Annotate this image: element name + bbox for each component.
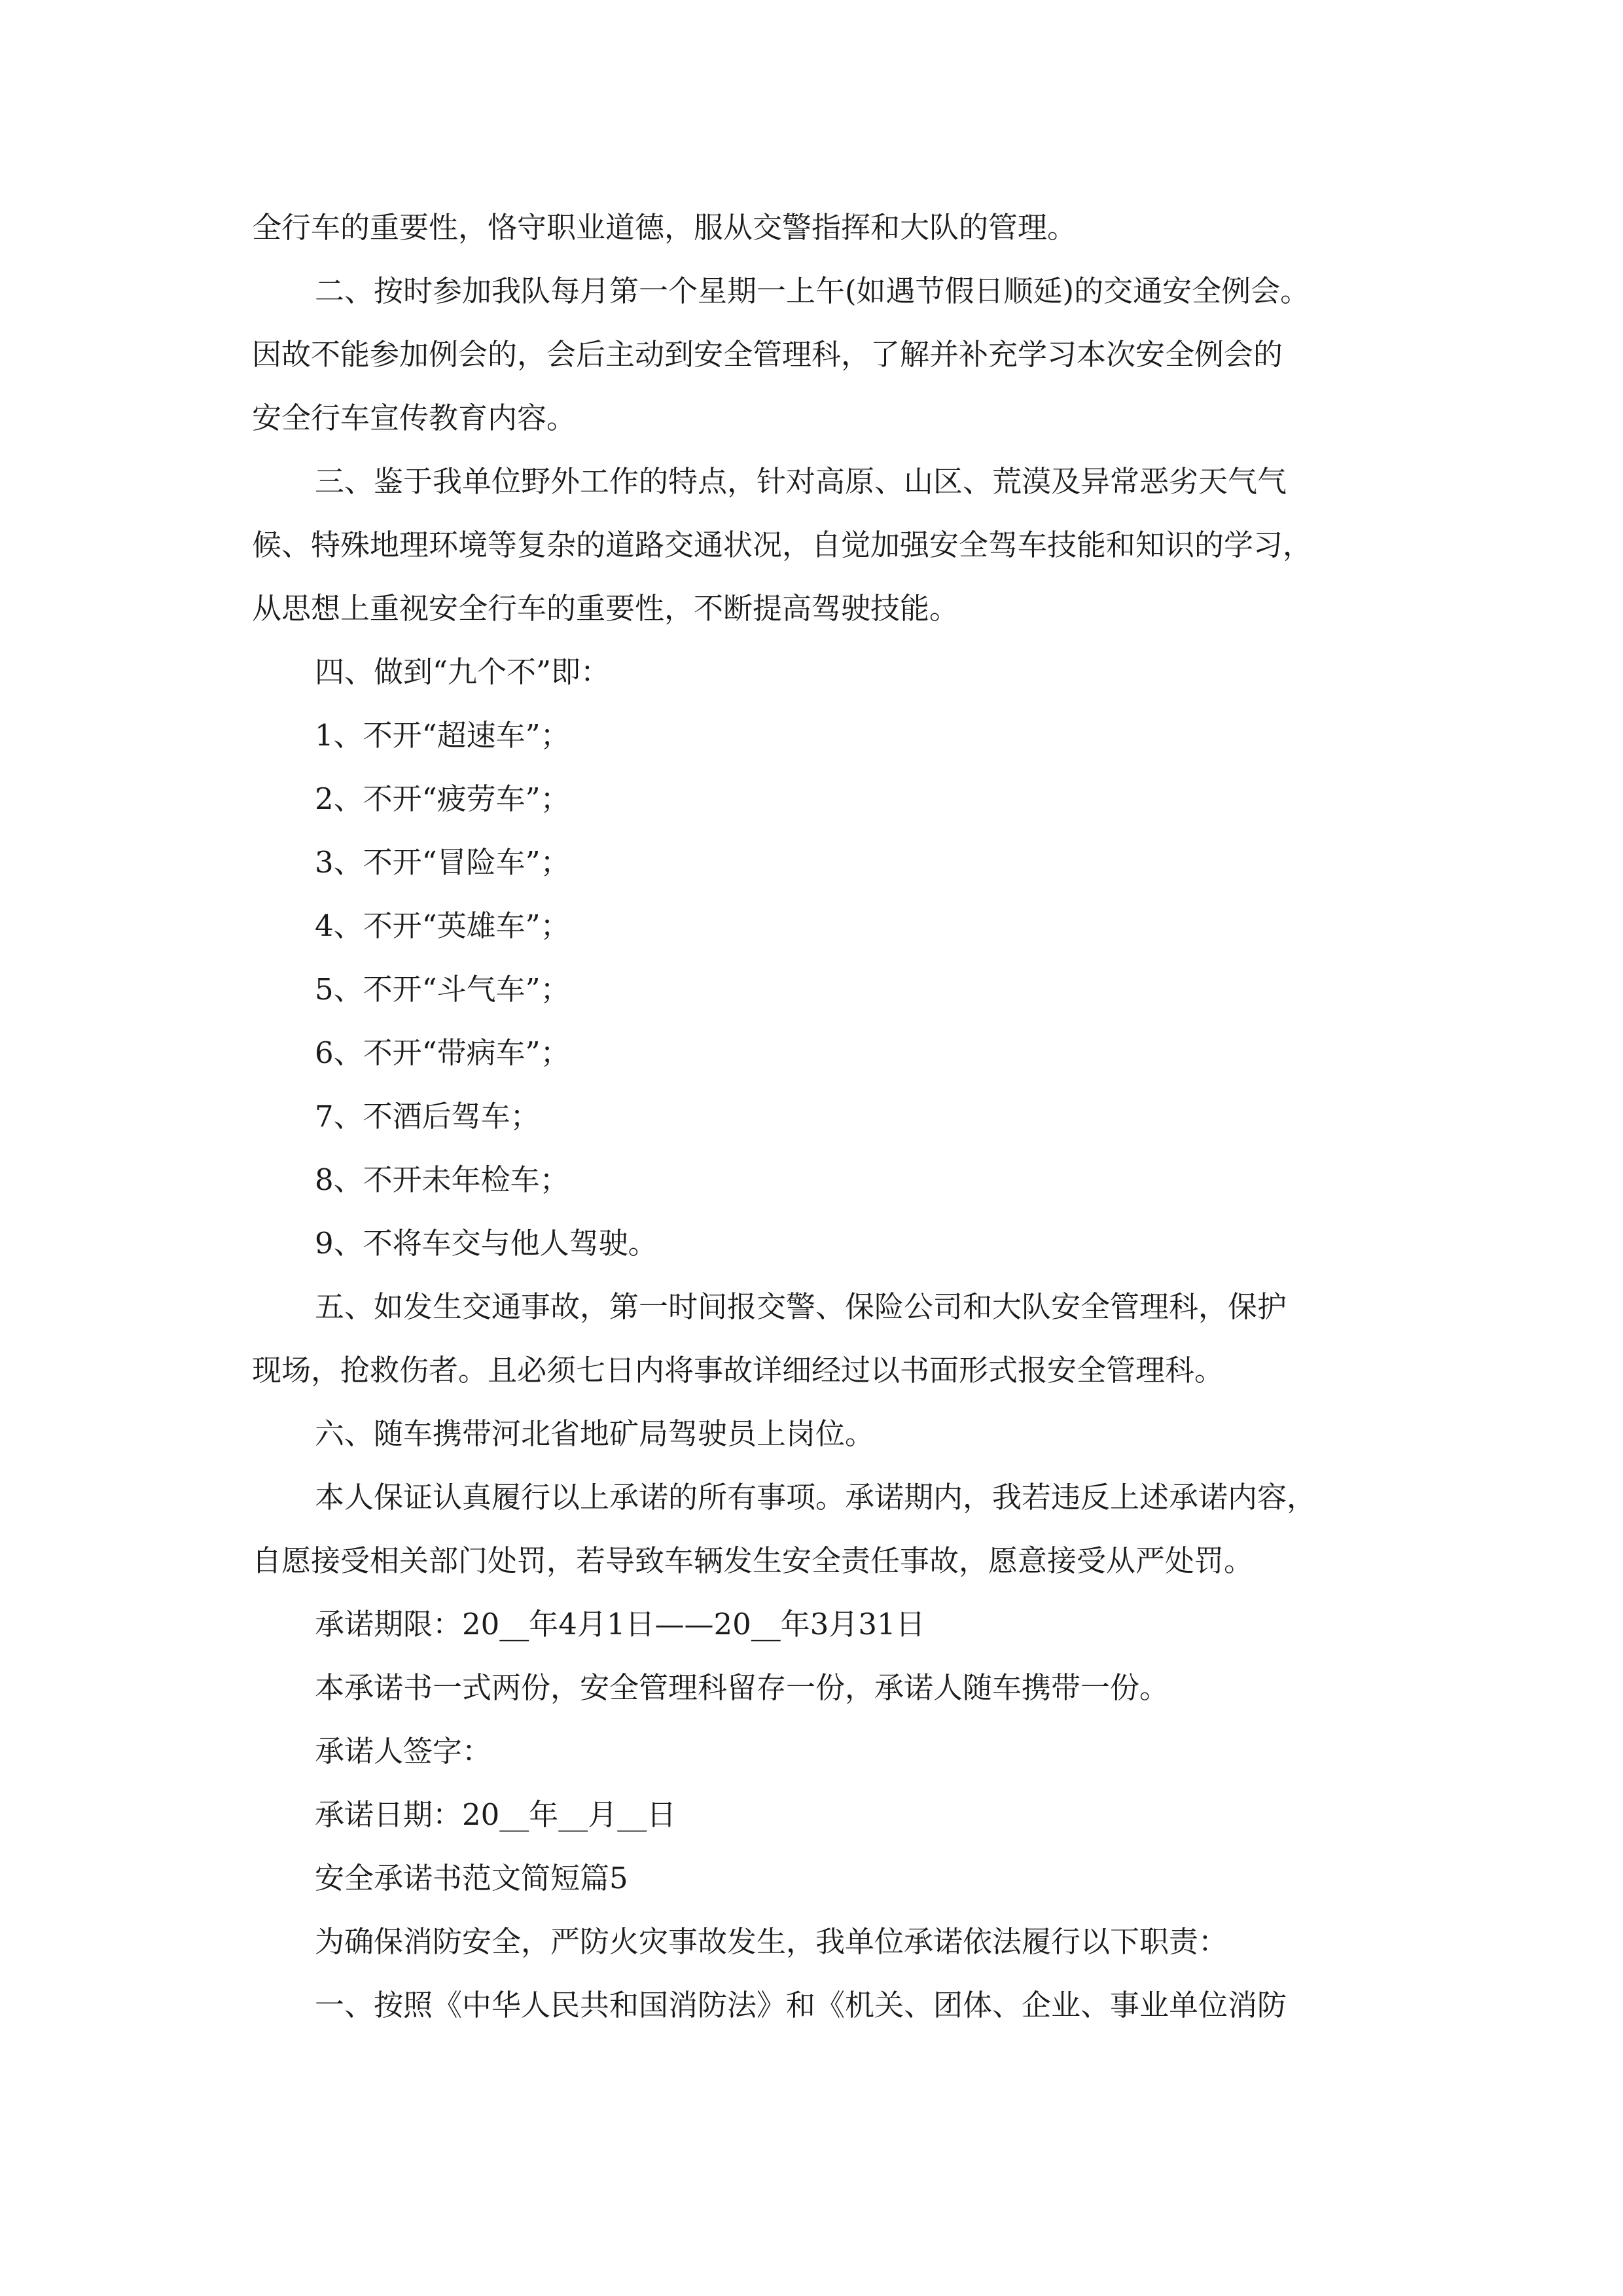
text-line: 本人保证认真履行以上承诺的所有事项。承诺期内，我若违反上述承诺内容， (315, 1480, 1317, 1515)
text-line: 四、做到“九个不”即： (315, 655, 611, 689)
text-line: 安全行车宣传教育内容。 (252, 401, 577, 435)
text-line: 因故不能参加例会的，会后主动到安全管理科，了解并补充学习本次安全例会的 (252, 337, 1283, 372)
text-line: 为确保消防安全，严防火灾事故发生，我单位承诺依法履行以下职责： (315, 1924, 1228, 1959)
text-line: 从思想上重视安全行车的重要性，不断提高驾驶技能。 (252, 591, 959, 626)
list-item: 7、不酒后驾车； (315, 1099, 540, 1134)
text-line: 一、按照《中华人民共和国消防法》和《机关、团体、企业、事业单位消防 (315, 1988, 1287, 2022)
list-item: 8、不开未年检车； (315, 1162, 569, 1197)
section-heading: 安全承诺书范文简短篇5 (315, 1861, 628, 1895)
text-line: 本承诺书一式两份，安全管理科留存一份，承诺人随车携带一份。 (315, 1670, 1169, 1705)
text-line: 五、如发生交通事故，第一时间报交警、保险公司和大队安全管理科，保护 (315, 1289, 1287, 1324)
list-item: 3、不开“冒险车”； (315, 845, 570, 880)
text-line: 现场，抢救伤者。且必须七日内将事故详细经过以书面形式报安全管理科。 (252, 1353, 1224, 1388)
text-line: 承诺人签字： (315, 1734, 492, 1768)
list-item: 6、不开“带病车”； (315, 1035, 570, 1070)
list-item: 2、不开“疲劳车”； (315, 781, 570, 816)
text-line: 全行车的重要性，恪守职业道德，服从交警指挥和大队的管理。 (252, 210, 1077, 245)
text-line: 六、随车携带河北省地矿局驾驶员上岗位。 (315, 1416, 875, 1451)
text-line: 三、鉴于我单位野外工作的特点，针对高原、山区、荒漠及异常恶劣天气气 (315, 464, 1287, 499)
text-line: 候、特殊地理环境等复杂的道路交通状况，自觉加强安全驾车技能和知识的学习， (252, 528, 1313, 562)
text-line: 自愿接受相关部门处罚，若导致车辆发生安全责任事故，愿意接受从严处罚。 (252, 1543, 1254, 1578)
text-line: 二、按时参加我队每月第一个星期一上午(如遇节假日顺延)的交通安全例会。 (315, 274, 1310, 308)
list-item: 9、不将车交与他人驾驶。 (315, 1226, 658, 1261)
list-item: 1、不开“超速车”； (315, 718, 570, 753)
list-item: 4、不开“英雄车”； (315, 908, 570, 943)
text-line: 承诺日期：20__年__月__日 (315, 1797, 677, 1832)
text-line: 承诺期限：20__年4月1日——20__年3月31日 (315, 1607, 925, 1641)
list-item: 5、不开“斗气车”； (315, 972, 570, 1007)
